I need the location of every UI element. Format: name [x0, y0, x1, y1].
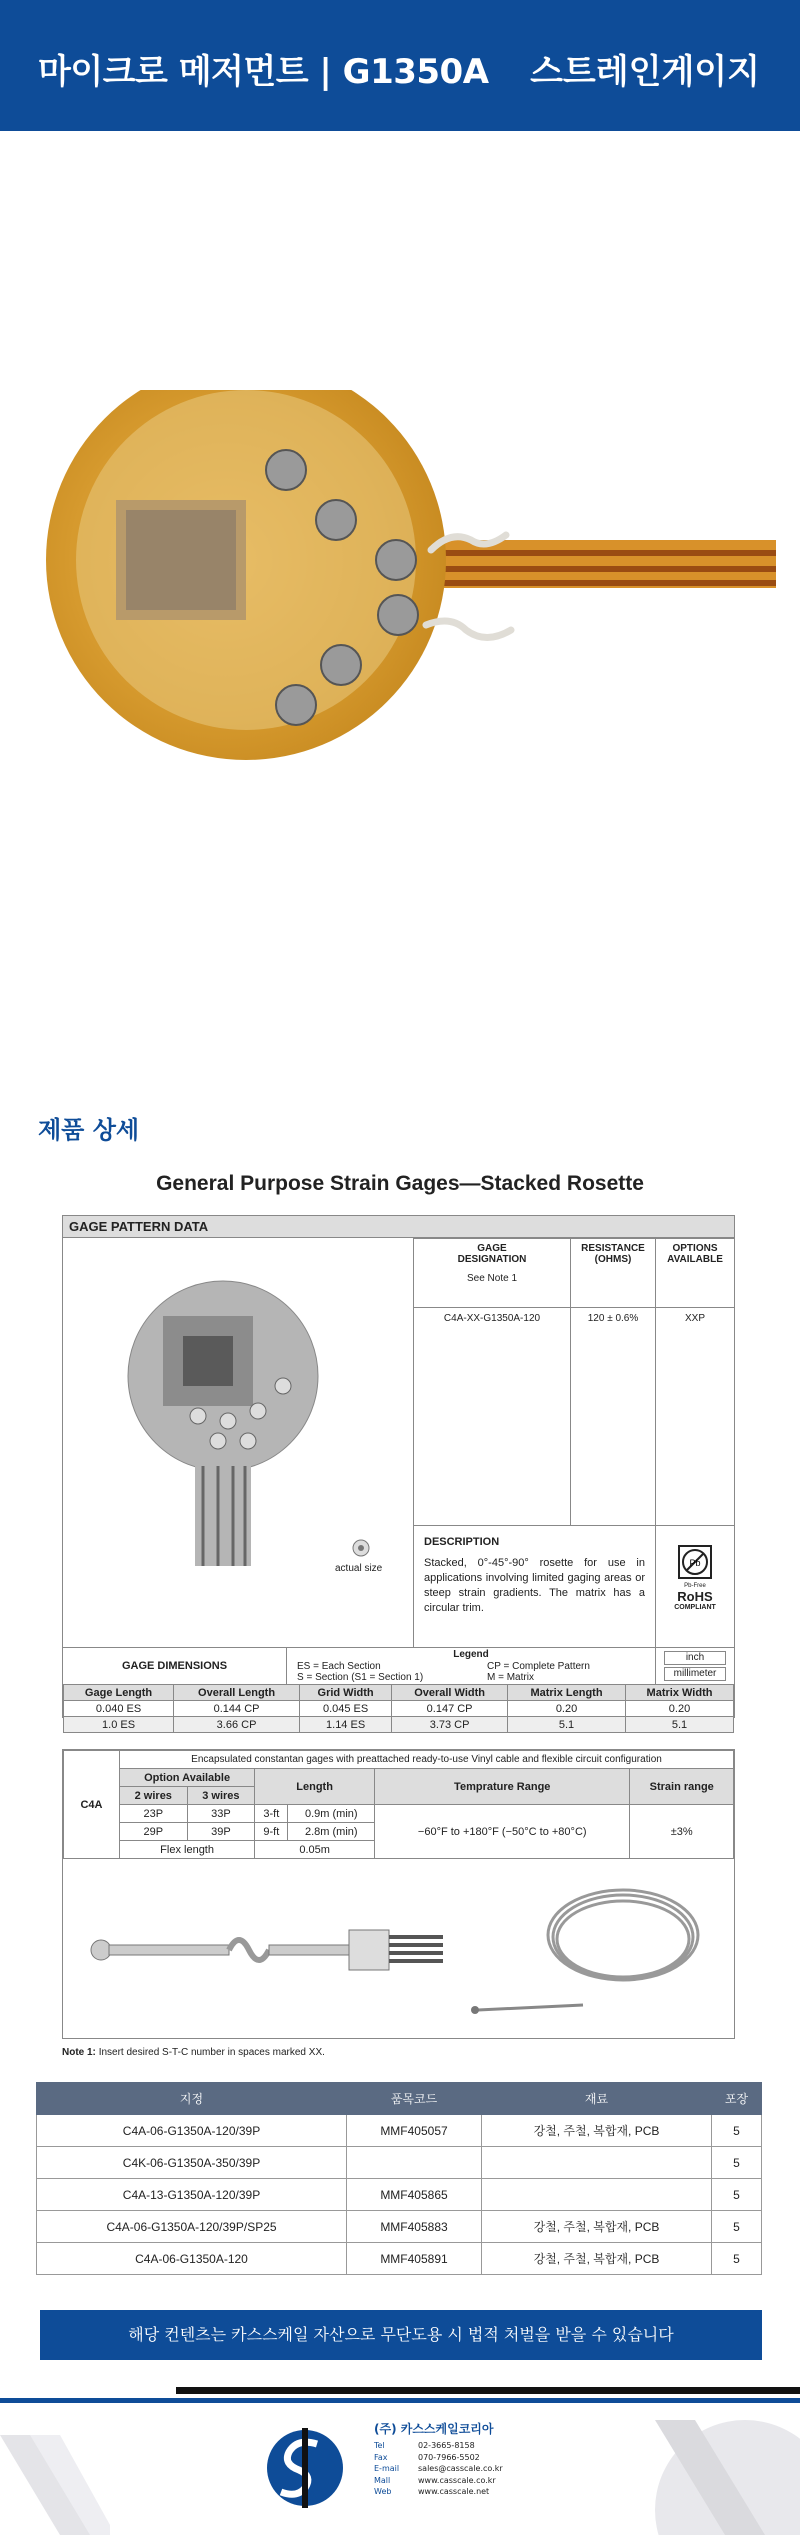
units-cell: inch millimeter	[655, 1647, 735, 1685]
svg-text:Pb: Pb	[689, 1558, 701, 1568]
gage-pattern-box	[62, 1215, 735, 1731]
options-label: C4A	[64, 1751, 120, 1859]
resistance-header: RESISTANCE (OHMS)	[570, 1238, 656, 1308]
table-row: C4A-06-G1350A-120/39P MMF405057 강철, 주철, 복합재, PCB 5	[37, 2115, 762, 2147]
table-row: 23P 33P 3-ft 0.9m (min) −60°F to +180°F (−50°C to +80°C) ±3%	[64, 1805, 734, 1823]
options-box	[62, 1749, 735, 2039]
rohs-label: RoHS	[677, 1589, 713, 1604]
designation-value: C4A-XX-G1350A-120	[413, 1307, 571, 1526]
dims-title: GAGE DIMENSIONS	[62, 1647, 287, 1685]
product-table: 지정 품목코드 재료 포장 C4A-06-G1350A-120/39P MMF405057 강철, 주철, 복합재, PCB 5 C4K-06-G1350A-350/39P 5 C4A-13-G1350A-120/39P MMF405865 5 C4A-06-G1350A-120/39P/SP25 MMF405883 강철, 주철, 복합재, PCB 5 C4A-06-G1350A-120 MMF405891 강철, 주철, 복합재, PCB 5	[36, 2082, 762, 2275]
company-name: (주) 카스스케일코리아	[374, 2422, 494, 2436]
divider	[0, 2398, 800, 2403]
divider	[176, 2387, 800, 2394]
table-row: Flex length 0.05m	[64, 1841, 734, 1859]
options-value: XXP	[655, 1307, 735, 1526]
copyright-notice: 해당 컨텐츠는 카스스케일 자산으로 무단도용 시 법적 처벌을 받을 수 있습니다	[40, 2310, 762, 2360]
section-heading: 제품 상세	[38, 1116, 140, 1144]
product-photo	[36, 390, 776, 880]
table-row: 1.0 ES 3.66 CP 1.14 ES 3.73 CP 5.1 5.1	[64, 1717, 734, 1733]
table-row: C4K-06-G1350A-350/39P 5	[37, 2147, 762, 2179]
contact-info: Tel 02-3665-8158 Fax 070-7966-5502 E-mail sales@casscale.co.kr Mall www.casscale.co.kr Web www.casscale.net	[374, 2441, 503, 2496]
pb-free-icon	[677, 1544, 713, 1580]
table-row: C4A-13-G1350A-120/39P MMF405865 5	[37, 2179, 762, 2211]
table-row: 0.040 ES 0.144 CP 0.045 ES 0.147 CP 0.20 0.20	[64, 1701, 734, 1717]
table-row: C4A-06-G1350A-120 MMF405891 강철, 주철, 복합재, PCB 5	[37, 2243, 762, 2275]
actual-size-label: actual size	[335, 1563, 383, 1574]
gage-pattern-drawing	[123, 1276, 333, 1596]
pattern-header: GAGE PATTERN DATA	[63, 1216, 734, 1238]
legend-cell: Legend ES = Each Section S = Section (S1 = Section 1) CP = Complete Pattern M = Matrix	[286, 1647, 656, 1685]
company-logo	[265, 2428, 345, 2508]
page-title: 마이크로 메저먼트 | G1350A	[38, 52, 489, 92]
options-table: C4A Encapsulated constantan gages with preattached ready-to-use Vinyl cable and flexible circuit configuration Option Available Length Temprature Range Strain range 2 wires 3 wires 23P 33P 3-ft 0.9m (min) −60°F to +180°F (−50°C to +80°C) ±3% 29P 39P 9-ft 2.8m (min) Flex length 0.05m	[63, 1750, 734, 1859]
category-label: 스트레인게이지	[530, 52, 760, 92]
options-header: OPTIONS AVAILABLE	[655, 1238, 735, 1308]
table-row: 29P 39P 9-ft 2.8m (min)	[64, 1823, 734, 1841]
actual-size-icon	[351, 1538, 371, 1558]
dimensions-table: Gage Length Overall Length Grid Width Overall Width Matrix Length Matrix Width 0.040 ES 0.144 CP 0.045 ES 0.147 CP 0.20 0.20 1.0 ES 3.66 CP 1.14 ES 3.73 CP 5.1 5.1	[63, 1684, 734, 1733]
resistance-value: 120 ± 0.6%	[570, 1307, 656, 1526]
note-1: Note 1: Insert desired S-T-C number in spaces marked XX.	[62, 2047, 325, 2058]
description-text: Stacked, 0°-45°-90° rosette for use in applications involving limited gaging areas or steep strain gradients. The matrix has a circular trim.	[424, 1557, 645, 1614]
datasheet-title: General Purpose Strain Gages—Stacked Rosette	[156, 1172, 644, 1195]
designation-header: GAGE DESIGNATION See Note 1	[413, 1238, 571, 1308]
page-header	[0, 0, 800, 131]
table-row: C4A-06-G1350A-120/39P/SP25 MMF405883 강철, 주철, 복합재, PCB 5	[37, 2211, 762, 2243]
footer-decoration	[0, 2435, 110, 2535]
description-title: DESCRIPTION	[424, 1536, 500, 1548]
footer-decoration	[625, 2420, 800, 2535]
cable-illustration	[83, 1865, 723, 2035]
rohs-cell: Pb Pb-Free RoHS COMPLIANT	[655, 1525, 735, 1648]
description-cell	[413, 1525, 656, 1648]
